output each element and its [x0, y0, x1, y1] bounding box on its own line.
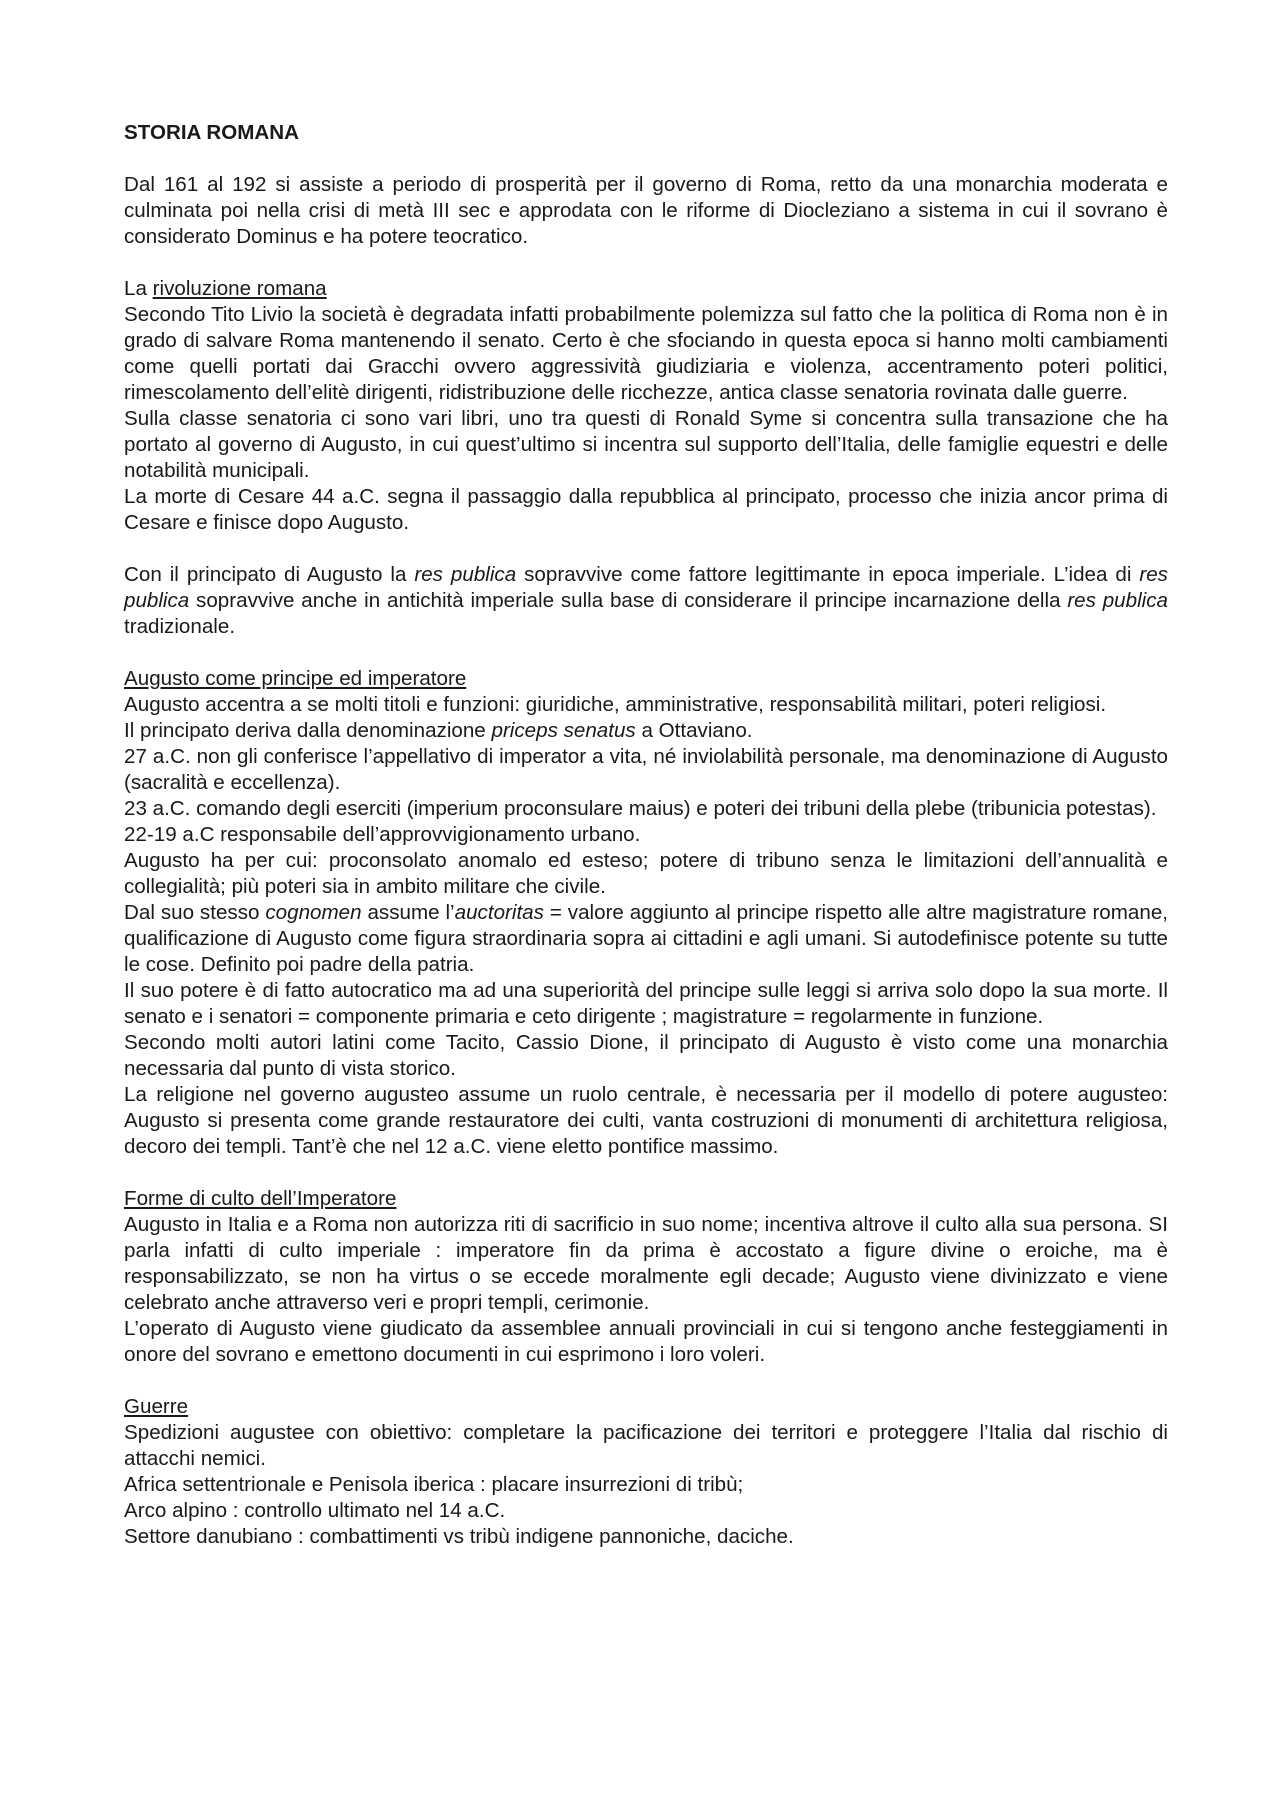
italic-term: cognomen: [265, 901, 362, 924]
spacer: [124, 250, 1168, 276]
res-publica-paragraph: [124, 562, 1168, 640]
heading-prefix: La: [124, 277, 153, 300]
italic-term: res publica: [124, 563, 1168, 612]
paragraph: La morte di Cesare 44 a.C. segna il passaggio dalla repubblica al principato, processo che inizia ancor prima di Cesare e finisce dopo Augusto.: [124, 485, 1168, 534]
italic-term: res publica: [1067, 589, 1168, 612]
section-heading-culto: Forme di culto dell’Imperatore: [124, 1187, 397, 1210]
paragraph: Arco alpino : controllo ultimato nel 14 a.C.: [124, 1499, 506, 1522]
paragraph: Sulla classe senatoria ci sono vari libri, uno tra questi di Ronald Syme si concentra sulla transazione che ha portato al governo di Augusto, in cui quest’ultimo si incentra sul supporto dell’Italia, delle famiglie equestri e delle notabilità municipali.: [124, 407, 1168, 482]
paragraph: Augusto ha per cui: proconsolato anomalo ed esteso; potere di tribuno senza le limitazioni dell’annualità e collegialità; più poteri sia in ambito militare che civile.: [124, 849, 1168, 898]
text-run: Con il principato di Augusto la: [124, 563, 415, 586]
text-run: sopravvive come fattore legittimante in epoca imperiale. L’idea di: [516, 563, 1140, 586]
document-page: [124, 120, 1168, 1550]
intro-paragraph: Dal 161 al 192 si assiste a periodo di prosperità per il governo di Roma, retto da una monarchia moderata e culminata poi nella crisi di metà III sec e approdata con le riforme di Diocleziano a sistema in cui il sovrano è considerato Dominus e ha potere teocratico.: [124, 173, 1168, 248]
section-heading-augusto: Augusto come principe ed imperatore: [124, 667, 467, 690]
paragraph: Settore danubiano : combattimenti vs tribù indigene pannoniche, daciche.: [124, 1525, 794, 1548]
paragraph: Augusto accentra a se molti titoli e funzioni: giuridiche, amministrative, responsabilità militari, poteri religiosi.: [124, 693, 1107, 716]
spacer: [124, 536, 1168, 562]
italic-term: res publica: [414, 563, 517, 586]
paragraph: 22-19 a.C responsabile dell’approvvigionamento urbano.: [124, 823, 641, 846]
text-run: Il principato deriva dalla denominazione: [124, 719, 492, 742]
spacer: [124, 1368, 1168, 1394]
section-heading-guerre: Guerre: [124, 1395, 189, 1418]
text-run: sopravvive anche in antichità imperiale sulla base di considerare il principe incarnazione della: [189, 589, 1068, 612]
paragraph: Secondo molti autori latini come Tacito, Cassio Dione, il principato di Augusto è visto come una monarchia necessaria dal punto di vista storico.: [124, 1031, 1168, 1080]
document-title: STORIA ROMANA: [124, 121, 300, 144]
text-run: = valore aggiunto al principe rispetto alle altre magistrature romane, qualificazione di Augusto come figura straordinaria sopra ai cittadini e agli umani. Si autodefinisce potente su tutte le cose. Definito poi padre della patria.: [124, 901, 1169, 976]
spacer: [124, 1160, 1168, 1186]
text-run: Dal suo stesso: [124, 901, 266, 924]
section-heading-rivoluzione: [124, 276, 1168, 302]
paragraph: Africa settentrionale e Penisola iberica : placare insurrezioni di tribù;: [124, 1473, 744, 1496]
paragraph: [124, 900, 1168, 978]
text-run: tradizionale.: [124, 615, 236, 638]
paragraph: Augusto in Italia e a Roma non autorizza riti di sacrificio in suo nome; incentiva altrove il culto alla sua persona. SI parla infatti di culto imperiale : imperatore fin da prima è accostato a figure divine o eroiche, ma è responsabilizzato, se non ha virtus o se eccede moralmente egli decade; Augusto viene divinizzato e viene celebrato anche attraverso veri e propri templi, cerimonie.: [124, 1213, 1168, 1314]
text-run: a Ottaviano.: [635, 719, 753, 742]
paragraph: Il suo potere è di fatto autocratico ma ad una superiorità del principe sulle leggi si arriva solo dopo la sua morte. Il senato e i senatori = componente primaria e ceto dirigente ; magistrature = regolarmente in funzione.: [124, 979, 1168, 1028]
heading-underlined: rivoluzione romana: [152, 277, 327, 300]
italic-term: auctoritas: [454, 901, 544, 924]
paragraph: Spedizioni augustee con obiettivo: completare la pacificazione dei territori e proteggere l’Italia dal rischio di attacchi nemici.: [124, 1421, 1168, 1470]
paragraph: 27 a.C. non gli conferisce l’appellativo di imperator a vita, né inviolabilità personale, ma denominazione di Augusto (sacralità e eccellenza).: [124, 745, 1168, 794]
spacer: [124, 640, 1168, 666]
paragraph: La religione nel governo augusteo assume un ruolo centrale, è necessaria per il modello di potere augusteo: Augusto si presenta come grande restauratore dei culti, vanta costruzioni di monumenti di architettura religiosa, decoro dei templi. Tant’è che nel 12 a.C. viene eletto pontifice massimo.: [124, 1083, 1168, 1158]
paragraph: L’operato di Augusto viene giudicato da assemblee annuali provinciali in cui si tengono anche festeggiamenti in onore del sovrano e emettono documenti in cui esprimono i loro voleri.: [124, 1317, 1168, 1366]
paragraph: 23 a.C. comando degli eserciti (imperium proconsulare maius) e poteri dei tribuni della plebe (tribunicia potestas).: [124, 797, 1157, 820]
text-run: assume l’: [361, 901, 455, 924]
paragraph: [124, 718, 1168, 744]
paragraph: Secondo Tito Livio la società è degradata infatti probabilmente polemizza sul fatto che la politica di Roma non è in grado di salvare Roma mantenendo il senato. Certo è che sfociando in questa epoca si hanno molti cambiamenti come quelli portati dai Gracchi ovvero aggressività giudiziaria e violenza, accentramento poteri politici, rimescolamento dell’elitè dirigenti, ridistribuzione delle ricchezze, antica classe senatoria rovinata dalle guerre.: [124, 303, 1168, 404]
italic-term: priceps senatus: [491, 719, 636, 742]
